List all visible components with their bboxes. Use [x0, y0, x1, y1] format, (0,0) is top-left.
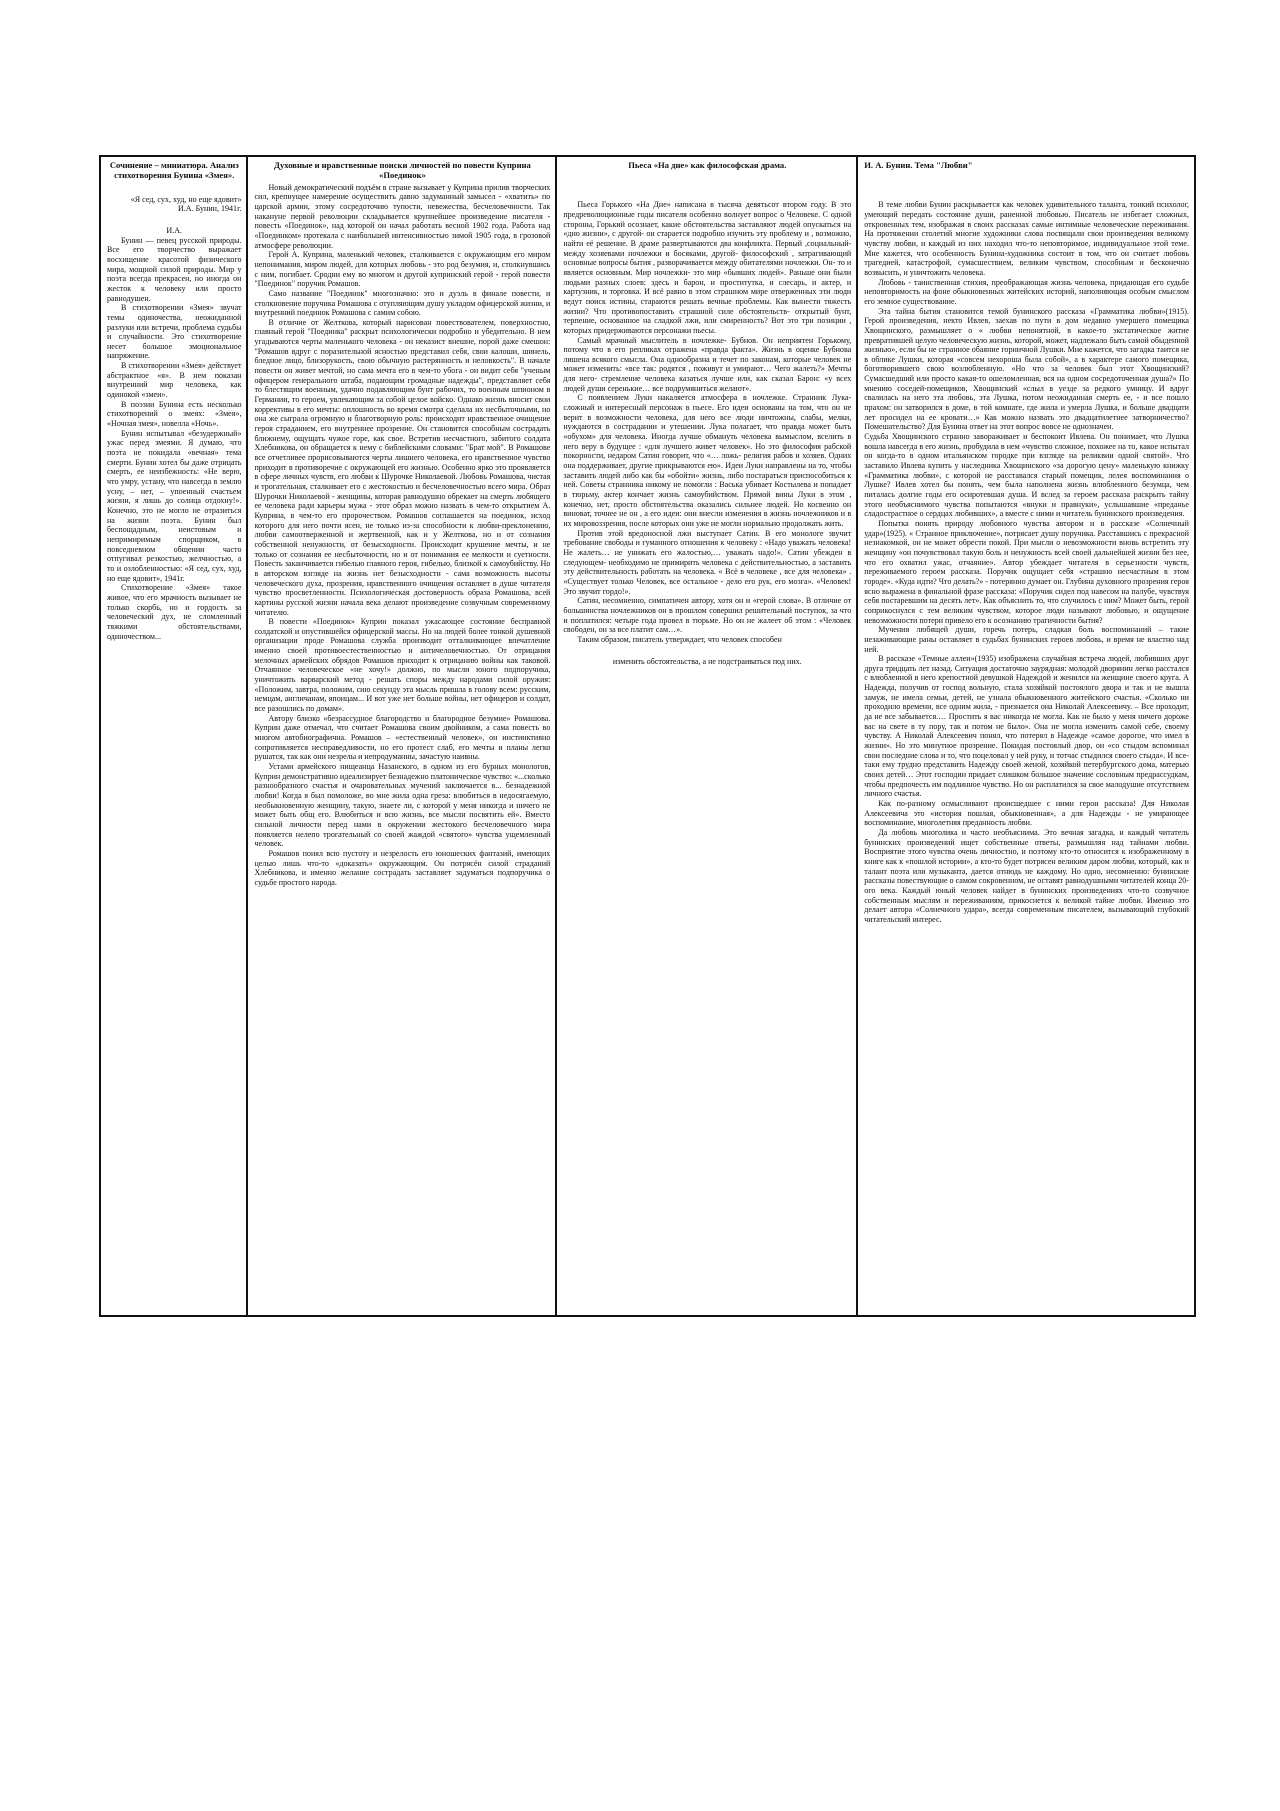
column-title: Сочинение – миниатюра. Анализ стихотворения Бунина «Змея». — [109, 160, 239, 181]
paragraph: С появлением Луки накаляется атмосфера в ночлежке. Странник Лука- сложный и интересный персонаж в пьесе. Его идеи основаны на том, что он не верит в возможности человека, для него все люди ничтожны, слабы, мелки, нуждаются в сострадании и утешении. Лука полагает, что правда может быть «обухом» для человека. Иногда лучше обмануть человека вымыслом, вселить в него веру в будущее : «для лучшего живет человек». Но это философия рабской покорности, недаром Сатин говорит, что «… ложь- религия рабов и хозяев. Одних она поддерживает, другие прикрываются ею». Идеи Луки направлены на то, чтобы заставить людей либо как бы «обойти» жизнь, либо постараться приспособиться к ней. Советы странника никому не помогли : Васька убивает Костылева и попадает в тюрьму, актер кончает жизнь самоубийством. Прямой вины Луки в этом , конечно, нет, просто обстоятельства оказались сильнее людей. Но косвенно он виноват, точнее не он , а его идеи: они внесли изменения в жизнь ночлежников и в их мировоззрения, после которых они уже не могли нормально продолжать жить. — [563, 393, 852, 528]
paragraph: Попытка понять природу любовного чувства автором и в рассказе «Солнечный удар»(1925). « Странное приключение», потрясает душу поручика. Расставшись с прекрасной незнакомкой, он не может обрести покой. При мысли о невозможности вновь встретить эту женщину «он почувствовал такую боль и ненужность всей своей дальнейшей жизни без нее, что его охватил ужас, отчаяние». Автор убеждает читателя в серьезности чувств, переживаемого героем рассказа. Поручик ощущает себя «страшно несчастным в этом городе». «Куда идти? Что делать?» - потерянно думает он. Глубина духовного прозрения героя ясно выражена в финальной фразе рассказа: «Поручик сидел под навесом на палубе, чувствуя себя постаревшим на десять лет». Как объяснить то, что случилось с ним? Может быть, герой соприкоснулся с тем великим чувством, которое люди называют любовью, и ощущение невозможности потери привело его к осознанию трагичности бытия? — [864, 518, 1189, 625]
document-table — [99, 155, 1196, 1317]
paragraph: Бунин испытывал «безудержный» ужас перед змеями. Я думаю, что поэта не покидала «вечная» тема смерти. Бунин хотел бы даже отрицать смерть, ее неизбежность: «Не верю, что умру, устану, что навсегда в землю усну, – нет, – упоенный счастьем жизни, я лишь до солнца отдохну!». Конечно, это не могло не отразиться на жизни поэта. Бунин был беспощадным, неистовым и непримиримым спорщиком, в повседневном общении часто отпугивал резкостью, желчностью, а то и озлобленностью: «Я сед, сух, худ, но еще ядовит», 1941г. — [107, 428, 242, 583]
paragraph: Сатин, несомненно, симпатичен автору, хотя он и «герой слова». В отличие от большинства ночлежников он в прошлом совершил решительный поступок, за что и поплатился: четыре года провел в тюрьме. Но он не жалеет об этом : «Человек свободен, он за все платит сам…». — [563, 596, 852, 635]
paragraph: В теме любви Бунин раскрывается как человек удивительного таланта, тонкий психолог, умеющий передать состояние души, раненной любовью. Писатель не избегает сложных, откровенных тем, изображая в своих рассказах самые интимные человеческие переживания. На протяжении столетий многие художники слова посвящали свои произведения великому чувству любви, и каждый из них находил что-то неповторимое, индивидуальное этой теме. Мне кажется, что особенность Бунина-художника состоит в том, что он считает любовь трагедией, катастрофой, сумасшествием, великим чувством, способным и бесконечно возвысить, и уничтожить человека. — [864, 200, 1189, 277]
paragraph: В стихотворении «Змея» звучат темы одиночества, неожиданной разлуки или встречи, проблема судьбы и случайности. Это стихотворение несет большое эмоциональное напряжение. — [107, 303, 242, 361]
column-title: Духовные и нравственные поиски личностей по повести Куприна «Поединок» — [274, 160, 531, 181]
paragraph: Автору близко «безрассудное благородство и благородное безумие» Ромашова. Куприн даже отмечал, что считает Ромашова своим двойником, а сама повесть во многом автобиографична. Ромашов – «естественный человек», он инстинктивно сопротивляется несправедливости, но его протест слаб, его мечты и планы легко рушатся, так как они незрелы и непродуманны, зачастую наивны. — [254, 713, 551, 762]
column-kuprin-duel — [248, 157, 557, 1315]
column-bunin-snake — [101, 157, 248, 1315]
paragraph: Против этой вредоносной лжи выступает Сатин. В его монологе звучит требование свободы и гуманного отношения к человеку : «Надо уважать человека! Не жалеть… не унижать его жалостью,… уважать надо!». Сатин убежден в следующем- необходимо не примирить человека с действительностью, а заставить эту действительность работать на человека. « Всё в человеке , все для человека» . «Существует только Человек, все остальное - дело его рук, его мозга». «Человек! Это звучит гордо!». — [563, 528, 852, 596]
paragraph: Мучения любящей души, горечь потерь, сладкая боль воспоминаний – такие незаживающие раны оставляет в судьбах бунинских героев любовь, и время не властно над ней. — [864, 625, 1189, 654]
paragraph: Устами армейского нищеанца Назанского, в одном из его бурных монологов, Куприн демонстративно идеализирует безнадежно платоническое чувство: «...сколько разнообразного счастья и очаровательных мучений заключается в... безнадежной любви! Когда я был помоложе, во мне жила одна греза: влюбиться в недосягаемую, необыкновенную женщину, такую, знаете ли, с которой у меня никогда и ничего не может быть общ его. Влюбиться и всю жизнь, все мысли посвятить ей». Вместо сильной личности перед нами в окружении жестокого бесчеловечного мира появляется нелепо трогательный со своей жаждой «святого» чувства ущемленный человек. — [254, 762, 551, 849]
paragraph: Таким образом, писатель утверждает, что человек способен — [577, 634, 782, 644]
column-title: Пьеса «На дне» как философская драма. — [628, 160, 787, 170]
paragraph: Ромашов понял всю пустоту и незрелость его юношеских фантазий, имеющих целью лишь что-то «доказать» окружающим. Он потрясён силой страданий Хлебникова, и именно желание сострадать заставляет задуматься подпоручика о судьбе простого народа. — [254, 848, 551, 887]
paragraph: В стихотворении «Змея» действует абстрактное «я». В нем показан внутренний мир человека, как одинокой «змеи». — [107, 361, 242, 400]
paragraph: Эта тайна бытия становится темой бунинского рассказа «Грамматика любви»(1915). Герой произведения, некто Ивлев, заехав по пути в дом недавно умершего помещика Хвощинского, размышляет о « любви непонятной, в какое-то экстатическое житие превратившей целую человеческую жизнь, которой, может, надлежало быть самой обыденной жизнью», если бы не странное обаяние горничной Лушки. Мне кажется, что загадка таится не в облике Лушки, которая «совсем нехороша была собой», а в характере самого помещика, боготворившего свою возлюбленную. «Но что за человек был этот Хвощинский? Сумасшедший или просто какая-то ошеломленная, вся на одном сосредоточенная душа?» По мнению соседей-помещиков, Хвощинский «слыл в уезде за редкого умницу. И вдруг свалилась на него эта любовь, эта Лушка, потом неожиданная смерть ее, - и все пошло прахом: он затворился в доме, в той комнате, где жила и умерла Лушка, и больше двадцати лет просидел на ее кровати…» Как можно назвать это двадцатилетнее затворничество? Помешательство? Для Бунина ответ на этот вопрос вовсе не однозначен. — [864, 306, 1189, 432]
epigraph: «Я сед, сух, худ, но еще ядовит» — [130, 194, 242, 204]
paragraph: Новый демократический подъём в стране вызывает у Куприна прилив творческих сил, крепнущее намерение осуществить давно задуманный замысел - «хватить» по царской армии, этому сосредоточию тупости, невежества, бесчеловечности. Так накануне первой революции складывается крупнейшее произведение писателя - повесть «Поединок», над которой он начал работать весной 1902 года. Работа над «Поединком» протекала с наибольшей интенсивностью зимой 1905 года, в грозовой атмосфере революции. — [254, 182, 551, 250]
paragraph: Как по-разному осмысливают происшедшее с ними герои рассказа! Для Николая Алексеевича это «история пошлая, обыкновенная», а для Надежды - не умирающее воспоминание, многолетняя преданность любви. — [864, 799, 1189, 828]
paragraph: В поэзии Бунина есть несколько стихотворений о змеях: «Змея», «Ночная змея», новелла «Ночь». — [107, 399, 242, 429]
paragraph: В рассказе «Темные аллеи»(1935) изображена случайная встреча людей, любивших друг друга тридцать лет назад. Ситуация достаточно заурядная: молодой дворянин легко расстался с влюбленной в него крепостной девушкой Надеждой и женился на женщине своего круга. А Надежда, получив от господ вольную, стала хозяйкой постоялого двора и так и не вышла замуж, не имела семьи, детей, не узнала обыкновенного житейского счастья. «Сколько ни проходило времени, все одним жила, - признается она Николай Алексеевичу. – Все проходит, да не все забывается.… Простить я вас никогда не могла. Как не было у меня ничего дороже вас на свете в ту пору, так и потом не было». Она не могла изменить самой себе, своему чувству. А Николай Алексеевич понял, что потерял в Надежде «самое дорогое, что имел в жизни». Но это минутное прозрение. Покидая постоялый двор, он «со стыдом вспоминал свои последние слова и то, что поцеловал у ней руку, и тотчас стыдился своего стыда». И все-таки ему трудно представить Надежду своей женой, хозяйкой петербургского дома, матерью своих детей… Этот господин придает слишком большое значение сословным предрассудкам, чтобы предпочесть им подлинное чувство. Но он расплатился за свое малодушие отсутствием личного счастья. — [864, 654, 1189, 799]
epigraph-author: И.А. Бунин, 1941г. — [177, 204, 242, 214]
paragraph: Любовь - таинственная стихия, преображающая жизнь человека, придающая его судьбе неповторимость на фоне обыкновенных житейских историй, наполняющая особым смыслом его земное существование. — [864, 277, 1189, 306]
paragraph: изменить обстоятельства, а не подстраиваться под них. — [612, 656, 802, 666]
paragraph: Бунин — певец русской природы. Все его творчество выражает восхищение красотой физического мира, мощной силой природы. Мир у поэта всегда прекрасен, но иногда он жесток к человеку или просто равнодушен. — [107, 235, 242, 303]
author-label: И.А. — [166, 225, 183, 235]
paragraph: В отличие от Желткова, который нарисован повествователем, поверхностно, главный герой "Поединка" раскрыт психологически подробно и убедительно. В нем угадываются черты маленького человека - он неказист внешне, порой даже смешон: "Ромашов вдруг с поразительной ясностью представил себя, свои калоши, шинель, бледное лицо, близорукость, свою обычную растерянность и неловкость". В начале повести он живет мечтой, но сама мечта его в чем-то убога - он видит себя "ученым офицером генерального штаба, подающим громадные надежды", представляет себя то блестящим военным, удачно подавляющим бунт рабочих, то военным шпионом в Германии, то героем, увлекающим за собой целое войско. Однако жизнь вносит свои коррективы в его мечты: оплошность во время смотра сделала их несбыточными, но она же сыграла огромную и благотворную роль: происходит нравственное очищение героя страданием, его внутреннее прозрение. Он становится способным сострадать ближнему, ощущать чужое горе, как свое. Встретив несчастного, забитого солдата Хлебникова, он обращается к нему с библейскими словами: "Брат мой". В Ромашове все отчетливее прорисовываются черты лишнего человека, его нравственное чувство приходит в противоречие с окружающей его жизнью. Особенно ярко это проявляется в сфере личных чувств, его любви к Шурочке Николаевой. Любовь Ромашова, чистая и трогательная, сталкивает его с жестокостью и бесчеловечностью всего мира. Образ Шурочки Николаевой - женщины, которая равнодушно обрекает на смерть любящего ее человека ради карьеры мужа - этот образ можно назвать в чем-то открытием А. Куприна, в чем-то его пророчеством. Ромашов соглашается на поединок, исход которого для него почти ясен, не только из-за способности к любви-преклонению, любви самоотверженной и жертвенной, как и у Желткова, но и от сознания собственной ненужности, от безысходности. Происходит крушение мечты, и не только от сознания ее несбыточности, но и от понимания ее мелкости и суетности. Повесть заканчивается гибелью главного героя, гибелью, близкой к самоубийству. Но в авторском взгляде на жизнь нет безысходности - сама возможность высоты человеческого духа, прозрения, нравственного очищения оставляет в душе читателя чувство просветленности. Психологическая достоверность образа Ромашова, всей картины русской жизни начала века делают произведение созвучным современному читателю. — [254, 317, 551, 617]
paragraph: Судьба Хвощинского странно завораживает и беспокоит Ивлева. Он понимает, что Лушка вошла навсегда в его жизнь, пробудила в нем «чувство сложное, похожее на то, какое испытал он когда-то в одном итальянском городке при взгляде на реликвии одной святой». Что заставило Ивлева купить у наследника Хвощинского «за дорогую цену» маленькую книжку «Грамматика любви», с которой не расставался старый помещик, лелея воспоминания о Лушке? Ивлев хотел бы понять, чем была наполнена жизнь влюбленного безумца, чем питалась долгие годы его осиротевшая душа. И вслед за героем рассказа раскрыть тайну этого необъяснимого чувства попытаются «внуки и правнуки», услышавшие «преданье сладострастное о сердцах любивших», а вместе с ними и читатель бунинского произведения. — [864, 432, 1189, 519]
paragraph: Само название "Поединок" многозначно: это и дуэль в финале повести, и столкновение поручика Ромашова с отупляющим душу укладом офицерской жизни, и внутренний поединок Ромашова с самим собою. — [254, 288, 551, 318]
paragraph: В повести «Поединок» Куприн показал ужасающее состояние бесправной солдатской и опустившейся офицерской массы. Но на людей более тонкой душевной организации проде Ромашова служба производит отталкивающее впечатление именно своей противоестественностью и античеловечностью. От отрицания мелочных армейских обрядов Ромашов приходит к отрицанию войны как таковой. Отчаянное человеческое «не хочу!» должно, по мысли юного подпоручика, уничтожить варварский метод - решать споры между народами силой оружия: «Положим, завтра, положим, сию секунду эта мысль пришла в голову всем: русским, немцам, англичанам, японцам... И вот уже нет больше войны, нет офицеров и солдат, все разошлись по домам». — [254, 617, 551, 714]
paragraph: Самый мрачный мыслитель в ночлежке- Бубнов. Он неприятен Горькому, потому что в его репликах отражена «правда факта». Жизнь в оценке Бубнова лишена всякого смысла. Она однообразна и течет по законам, которые человек не может изменить: «все так: родятся , поживут и умирают… Чего жалеть?» Мечты для него- стремление человека казаться лучше или, как сказал Барон: «у всех людей души серенькие… все подрумяниться желают». — [563, 335, 852, 393]
column-bunin-love — [858, 157, 1194, 1315]
paragraph: Герой А. Куприна, маленький человек, сталкивается с окружающим его миром непонимания, миром людей, для которых любовь - это род безумия, и, столкнувшись с ним, погибает. Сродни ему во многом и другой купринский герой - герой повести "Поединок" поручик Ромашов. — [254, 250, 551, 289]
column-gorky-lower-depths — [557, 157, 858, 1315]
paragraph: Пьеса Горького «На Дне» написана в тысяча девятьсот втором году. В это предреволюционные годы писателя особенно волнует вопрос о Человеке. С одной стороны, Горький осознает, какие обстоятельства заставляют людей опускаться на «дно жизни», с другой- он старается подробно изучить эту проблему и , возможно, найти её решение. В драме развертываются два конфликта. Первый ,социальный- между хозяевами ночлежки и босяками, другой- философский , затрагивающий основные вопросы бытия , разворачивается между обитателями ночлежки. Он- то и является основным. Мир ночлежки- это мир «бывших людей». Раньше они были людьми разных слоев: здесь и барон, и проститутка, и слесарь, и актер, и картузник, и торговка. И всё равно в этом страшном мире отверженных эти люди ведут поиск истины, стараются решать вечные проблемы. Как вынести тяжесть жизни? Что противопоставить страшной силе обстоятельств- открытый бунт, терпение, основанное на сладкой лжи, или смиренность? Вот это три позиции , которых придерживаются персонажи пьесы. — [563, 200, 852, 335]
paragraph: Да любовь многолика и часто необъяснима. Это вечная загадка, и каждый читатель бунинских произведений ищет собственные ответы, размышляя над тайнами любви. Восприятие этого чувства очень личностно, и поэтому кто-то относится к изображенному в книге как к «пошлой истории», а кто-то будет потрясен великим даром любви, который, как и талант поэта или музыканта, дается отнюдь не каждому. Но одно, несомненно: бунинские рассказы повествующие о самом сокровенном, не оставят равнодушными читателей конца 20-ого века. Каждый юный человек найдет в бунинских произведениях что-то созвучное собственным мыслям и переживаниям, прикоснется к великой тайне любви. Именно это делает автора «Солнечного удара», всегда современным писателем, вызывающий глубокий читательский интерес. — [864, 827, 1189, 924]
column-title: И. А. Бунин. Тема "Любви" — [864, 160, 973, 170]
paragraph: Стихотворение «Змея» такое живое, что его мрачность вызывает не только скорбь, но и гордость за человеческий дух, не сломленный тяжкими обстоятельствами, одиночеством... — [107, 583, 242, 641]
